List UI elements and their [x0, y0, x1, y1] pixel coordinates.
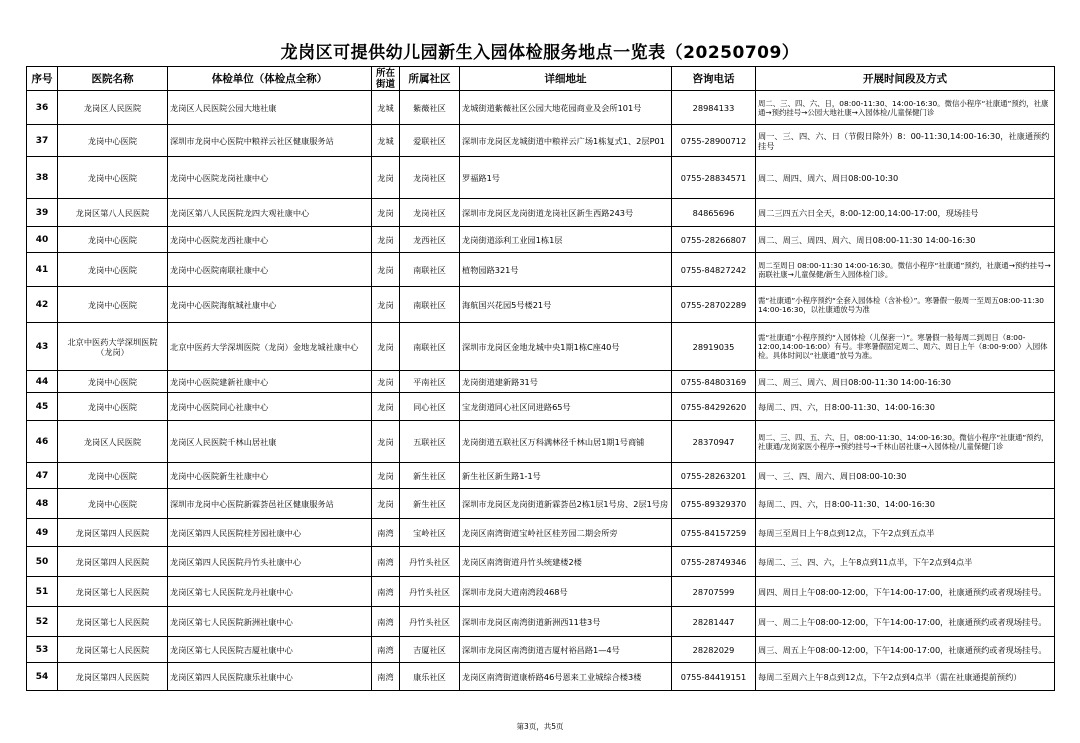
- row-number-cell: 46: [27, 421, 58, 463]
- street-name-cell: 南湾: [372, 519, 400, 547]
- clinic-unit-cell: 深圳市龙岗中心医院中粮祥云社区健康服务站: [168, 125, 372, 157]
- table-row: [27, 577, 1055, 607]
- clinic-unit-cell: 龙岗区人民医院千林山居社康: [168, 421, 372, 463]
- phone-number-cell: 28370947: [672, 421, 756, 463]
- address-cell: 深圳市龙岗区龙岗街道新霖荟邑2栋1层1号房、2层1号房: [460, 489, 672, 519]
- address-cell: 龙岗区南湾街道丹竹头统建楼2楼: [460, 547, 672, 577]
- hospital-name-cell: 龙岗中心医院: [58, 125, 168, 157]
- hospital-name-cell: 龙岗区第四人民医院: [58, 663, 168, 691]
- address-cell: 深圳市龙岗区龙城街道中粮祥云广场1栋复式1、2层P01: [460, 125, 672, 157]
- table-row: [27, 253, 1055, 287]
- row-number-cell: 49: [27, 519, 58, 547]
- street-name-cell: 龙岗: [372, 421, 400, 463]
- table-row: [27, 125, 1055, 157]
- schedule-cell: 周一、三、四、周六、周日08:00-10:30: [756, 463, 1055, 489]
- table-body: [27, 91, 1055, 691]
- row-number-cell: 51: [27, 577, 58, 607]
- street-name-cell: 南湾: [372, 637, 400, 663]
- hospital-name-cell: 龙岗中心医院: [58, 489, 168, 519]
- row-number-cell: 36: [27, 91, 58, 125]
- street-name-cell: 龙岗: [372, 253, 400, 287]
- header-cell: 咨询电话: [672, 67, 756, 91]
- hospital-name-cell: 北京中医药大学深圳医院（龙岗）: [58, 323, 168, 371]
- schedule-cell: 每周二、四、六，日8:00-11:30、14:00-16:30: [756, 489, 1055, 519]
- schedule-cell: 需“社康通”小程序预约“入园体检（儿保套一）”。寒暑假一般每周二到周日（8:00-12:00,14:00-16:00）有号。非寒暑假固定周二、周六、周日上午（8:00-9:00）入园体检。具体时间以“社康通”放号为准。: [756, 323, 1055, 371]
- phone-number-cell: 0755-28263201: [672, 463, 756, 489]
- phone-number-cell: 0755-28834571: [672, 157, 756, 199]
- row-number-cell: 54: [27, 663, 58, 691]
- row-number-cell: 53: [27, 637, 58, 663]
- schedule-cell: 周三、周五上午08:00-12:00，下午14:00-17:00，社康通预约或者现场挂号。: [756, 637, 1055, 663]
- community-name-cell: 南联社区: [400, 287, 460, 323]
- clinic-unit-cell: 龙岗区第七人民医院龙丹社康中心: [168, 577, 372, 607]
- street-name-cell: 龙岗: [372, 323, 400, 371]
- header-cell: 所在街道: [372, 67, 400, 91]
- hospital-name-cell: 龙岗区第七人民医院: [58, 637, 168, 663]
- street-name-cell: 龙岗: [372, 489, 400, 519]
- street-name-cell: 龙岗: [372, 393, 400, 421]
- clinic-unit-cell: 龙岗区第七人民医院新洲社康中心: [168, 607, 372, 637]
- row-number-cell: 37: [27, 125, 58, 157]
- clinic-unit-cell: 龙岗中心医院新生社康中心: [168, 463, 372, 489]
- street-name-cell: 龙岗: [372, 199, 400, 227]
- clinic-unit-cell: 龙岗中心医院龙岗社康中心: [168, 157, 372, 199]
- community-name-cell: 龙西社区: [400, 227, 460, 253]
- street-name-cell: 南湾: [372, 607, 400, 637]
- header-cell: 详细地址: [460, 67, 672, 91]
- community-name-cell: 康乐社区: [400, 663, 460, 691]
- clinic-unit-cell: 北京中医药大学深圳医院（龙岗）金地龙城社康中心: [168, 323, 372, 371]
- schedule-cell: 周四、周日上午08:00-12:00，下午14:00-17:00，社康通预约或者现场挂号。: [756, 577, 1055, 607]
- phone-number-cell: 0755-28749346: [672, 547, 756, 577]
- schedule-cell: 周一、三、四、六、日（节假日除外）8：00-11:30,14:00-16:30，社康通预约挂号: [756, 125, 1055, 157]
- hospital-name-cell: 龙岗区第四人民医院: [58, 519, 168, 547]
- clinic-unit-cell: 龙岗中心医院龙西社康中心: [168, 227, 372, 253]
- address-cell: 深圳市龙岗区金地龙城中央1期1栋C座40号: [460, 323, 672, 371]
- phone-number-cell: 0755-28266807: [672, 227, 756, 253]
- address-cell: 龙岗街道五联社区万科满林径千林山居1期1号商铺: [460, 421, 672, 463]
- community-name-cell: 丹竹头社区: [400, 577, 460, 607]
- table-row: [27, 91, 1055, 125]
- table-row: [27, 371, 1055, 393]
- row-number-cell: 41: [27, 253, 58, 287]
- page-title: 龙岗区可提供幼儿园新生入园体检服务地点一览表（20250709）: [280, 43, 800, 63]
- phone-number-cell: 0755-28900712: [672, 125, 756, 157]
- schedule-cell: 需“社康通”小程序预约“全套入园体检（含补检）”。寒暑假一般周一至周五08:00-11:30 14:00-16:30，以社康通放号为准: [756, 287, 1055, 323]
- row-number-cell: 52: [27, 607, 58, 637]
- phone-number-cell: 28281447: [672, 607, 756, 637]
- phone-number-cell: 0755-28702289: [672, 287, 756, 323]
- community-name-cell: 平南社区: [400, 371, 460, 393]
- clinic-unit-cell: 龙岗区第四人民医院桂芳园社康中心: [168, 519, 372, 547]
- clinic-unit-cell: 龙岗区第七人民医院吉厦社康中心: [168, 637, 372, 663]
- hospital-name-cell: 龙岗区第七人民医院: [58, 577, 168, 607]
- street-name-cell: 龙岗: [372, 463, 400, 489]
- schedule-cell: 周一、周二上午08:00-12:00，下午14:00-17:00，社康通预约或者现场挂号。: [756, 607, 1055, 637]
- page-footer: 第3页，共5页: [516, 722, 564, 731]
- street-name-cell: 龙城: [372, 91, 400, 125]
- address-cell: 深圳市龙岗区南湾街道吉厦村裕昌路1—4号: [460, 637, 672, 663]
- phone-number-cell: 84865696: [672, 199, 756, 227]
- phone-number-cell: 0755-84292620: [672, 393, 756, 421]
- community-name-cell: 紫薇社区: [400, 91, 460, 125]
- community-name-cell: 南联社区: [400, 253, 460, 287]
- phone-number-cell: 28707599: [672, 577, 756, 607]
- community-name-cell: 吉厦社区: [400, 637, 460, 663]
- phone-number-cell: 0755-84803169: [672, 371, 756, 393]
- schedule-cell: 每周二至周六上午8点到12点，下午2点到4点半（需在社康通提前预约）: [756, 663, 1055, 691]
- phone-number-cell: 0755-84827242: [672, 253, 756, 287]
- schedule-cell: 周二、三、四、六、日，08:00-11:30、14:00-16:30。微信小程序“社康通”预约，社康通→预约挂号→公园大地社康→入园体检/儿童保健门诊: [756, 91, 1055, 125]
- table-row: [27, 157, 1055, 199]
- address-cell: 罗福路1号: [460, 157, 672, 199]
- hospital-name-cell: 龙岗中心医院: [58, 227, 168, 253]
- table-row: [27, 663, 1055, 691]
- row-number-cell: 45: [27, 393, 58, 421]
- row-number-cell: 39: [27, 199, 58, 227]
- table-row: [27, 547, 1055, 577]
- street-name-cell: 南湾: [372, 547, 400, 577]
- clinic-unit-cell: 龙岗中心医院建新社康中心: [168, 371, 372, 393]
- table-row: [27, 489, 1055, 519]
- hospital-name-cell: 龙岗区人民医院: [58, 421, 168, 463]
- address-cell: 龙岗区南湾街道康桥路46号恩来工业城综合楼3楼: [460, 663, 672, 691]
- community-name-cell: 龙岗社区: [400, 199, 460, 227]
- table-row: [27, 287, 1055, 323]
- row-number-cell: 47: [27, 463, 58, 489]
- street-name-cell: 龙岗: [372, 287, 400, 323]
- address-cell: 龙城街道紫薇社区公园大地花园商业及会所101号: [460, 91, 672, 125]
- hospital-name-cell: 龙岗中心医院: [58, 393, 168, 421]
- phone-number-cell: 28919035: [672, 323, 756, 371]
- street-name-cell: 龙岗: [372, 227, 400, 253]
- phone-number-cell: 28984133: [672, 91, 756, 125]
- table-row: [27, 607, 1055, 637]
- schedule-cell: 周二、周三、周六、周日08:00-11:30 14:00-16:30: [756, 371, 1055, 393]
- row-number-cell: 44: [27, 371, 58, 393]
- hospital-name-cell: 龙岗区第七人民医院: [58, 607, 168, 637]
- hospital-name-cell: 龙岗中心医院: [58, 287, 168, 323]
- table-row: [27, 323, 1055, 371]
- table-row: [27, 227, 1055, 253]
- clinic-unit-cell: 龙岗中心医院同心社康中心: [168, 393, 372, 421]
- row-number-cell: 43: [27, 323, 58, 371]
- community-name-cell: 丹竹头社区: [400, 607, 460, 637]
- clinic-unit-cell: 龙岗区人民医院公园大地社康: [168, 91, 372, 125]
- address-cell: 龙岗街道建新路31号: [460, 371, 672, 393]
- table-row: [27, 463, 1055, 489]
- address-cell: 龙岗区南湾街道宝岭社区桂芳园二期会所旁: [460, 519, 672, 547]
- community-name-cell: 南联社区: [400, 323, 460, 371]
- street-name-cell: 龙岗: [372, 157, 400, 199]
- hospital-name-cell: 龙岗区第四人民医院: [58, 547, 168, 577]
- schedule-cell: 周二、周四、周六、周日08:00-10:30: [756, 157, 1055, 199]
- schedule-cell: 周二、三、四、五、六、日，08:00-11:30、14:00-16:30。微信小程序“社康通”预约，社康通/龙岗家医小程序→预约挂号→千林山居社康→入园体检/儿童保健门诊: [756, 421, 1055, 463]
- community-name-cell: 丹竹头社区: [400, 547, 460, 577]
- street-name-cell: 龙岗: [372, 371, 400, 393]
- schedule-cell: 周二至周日 08:00-11:30 14:00-16:30。微信小程序“社康通”预约，社康通→预约挂号→南联社康→儿童保健/新生入园体检门诊。: [756, 253, 1055, 287]
- row-number-cell: 38: [27, 157, 58, 199]
- hospital-name-cell: 龙岗中心医院: [58, 157, 168, 199]
- address-cell: 新生社区新生路1-1号: [460, 463, 672, 489]
- community-name-cell: 同心社区: [400, 393, 460, 421]
- row-number-cell: 48: [27, 489, 58, 519]
- clinic-unit-cell: 龙岗区第四人民医院丹竹头社康中心: [168, 547, 372, 577]
- header-cell: 医院名称: [58, 67, 168, 91]
- address-cell: 植物园路321号: [460, 253, 672, 287]
- hospital-name-cell: 龙岗中心医院: [58, 371, 168, 393]
- row-number-cell: 42: [27, 287, 58, 323]
- clinic-unit-cell: 龙岗区第八人民医院龙四大观社康中心: [168, 199, 372, 227]
- phone-number-cell: 0755-84157259: [672, 519, 756, 547]
- schedule-cell: 周二、周三、周四、周六、周日08:00-11:30 14:00-16:30: [756, 227, 1055, 253]
- clinic-unit-cell: 深圳市龙岗中心医院新霖荟邑社区健康服务站: [168, 489, 372, 519]
- hospital-name-cell: 龙岗区第八人民医院: [58, 199, 168, 227]
- header-cell: 开展时间段及方式: [756, 67, 1055, 91]
- header-cell: 序号: [27, 67, 58, 91]
- clinic-unit-cell: 龙岗中心医院海航城社康中心: [168, 287, 372, 323]
- table-row: [27, 199, 1055, 227]
- schedule-cell: 周二三四五六日全天，8:00-12:00,14:00-17:00，现场挂号: [756, 199, 1055, 227]
- street-name-cell: 龙城: [372, 125, 400, 157]
- clinic-table: [26, 66, 1055, 691]
- address-cell: 深圳市龙岗区南湾街道新洲西11巷3号: [460, 607, 672, 637]
- table-row: [27, 637, 1055, 663]
- schedule-cell: 每周二、三、四、六，上午8点到11点半，下午2点到4点半: [756, 547, 1055, 577]
- community-name-cell: 新生社区: [400, 489, 460, 519]
- header-cell: 所属社区: [400, 67, 460, 91]
- table-header-row: [27, 67, 1055, 91]
- address-cell: 深圳市龙岗区龙岗街道龙岗社区新生西路243号: [460, 199, 672, 227]
- hospital-name-cell: 龙岗中心医院: [58, 253, 168, 287]
- schedule-cell: 每周二、四、六，日8:00-11:30、14:00-16:30: [756, 393, 1055, 421]
- community-name-cell: 龙岗社区: [400, 157, 460, 199]
- clinic-unit-cell: 龙岗中心医院南联社康中心: [168, 253, 372, 287]
- community-name-cell: 爱联社区: [400, 125, 460, 157]
- street-name-cell: 南湾: [372, 663, 400, 691]
- phone-number-cell: 0755-84419151: [672, 663, 756, 691]
- phone-number-cell: 0755-89329370: [672, 489, 756, 519]
- address-cell: 宝龙街道同心社区同进路65号: [460, 393, 672, 421]
- table-row: [27, 421, 1055, 463]
- hospital-name-cell: 龙岗区人民医院: [58, 91, 168, 125]
- row-number-cell: 50: [27, 547, 58, 577]
- phone-number-cell: 28282029: [672, 637, 756, 663]
- community-name-cell: 五联社区: [400, 421, 460, 463]
- schedule-cell: 每周三至周日上午8点到12点，下午2点到五点半: [756, 519, 1055, 547]
- community-name-cell: 新生社区: [400, 463, 460, 489]
- hospital-name-cell: 龙岗中心医院: [58, 463, 168, 489]
- community-name-cell: 宝岭社区: [400, 519, 460, 547]
- street-name-cell: 南湾: [372, 577, 400, 607]
- table-row: [27, 519, 1055, 547]
- clinic-unit-cell: 龙岗区第四人民医院康乐社康中心: [168, 663, 372, 691]
- header-cell: 体检单位（体检点全称）: [168, 67, 372, 91]
- row-number-cell: 40: [27, 227, 58, 253]
- address-cell: 海航国兴花园5号楼21号: [460, 287, 672, 323]
- table-row: [27, 393, 1055, 421]
- address-cell: 深圳市龙岗大道南湾段468号: [460, 577, 672, 607]
- address-cell: 龙岗街道添利工业园1栋1层: [460, 227, 672, 253]
